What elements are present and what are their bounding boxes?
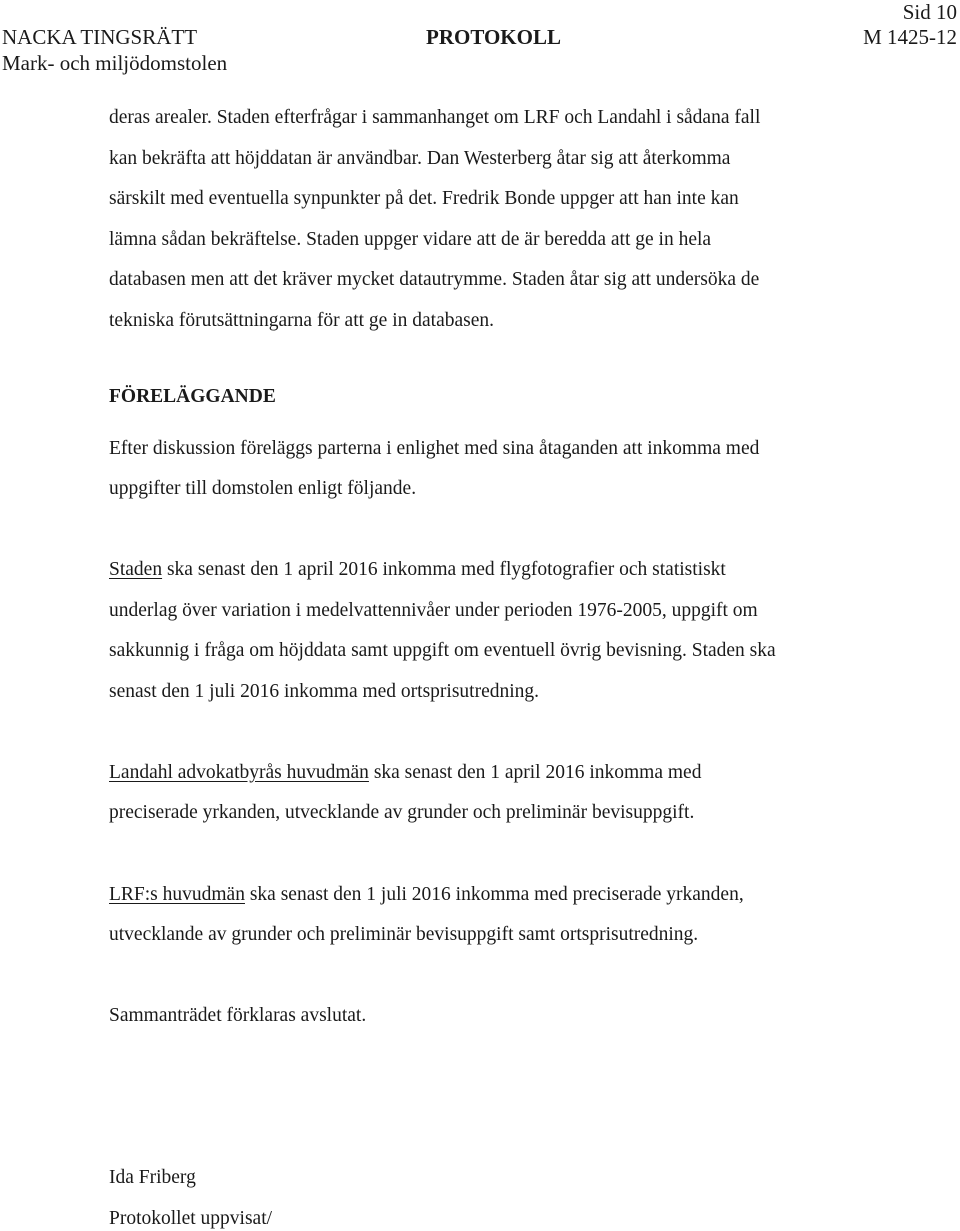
signature-name: Ida Friberg [109, 1167, 196, 1188]
order-landahl-line: preciserade yrkanden, utvecklande av grunder och preliminär bevisuppgift. [109, 802, 695, 823]
court-division: Mark- och miljödomstolen [2, 51, 228, 75]
intro-line: deras arealer. Staden efterfrågar i sammanhanget om LRF och Landahl i sådana fall [109, 107, 761, 128]
closing-statement: Sammanträdet förklaras avslutat. [109, 1005, 367, 1026]
order-text: ska senast den 1 april 2016 inkomma med [368, 762, 702, 783]
section-intro-line: Efter diskussion föreläggs parterna i enlighet med sina åtaganden att inkomma med [109, 438, 760, 459]
order-staden-line: sakkunnig i fråga om höjddata samt uppgift om eventuell övrig bevisning. Staden ska [109, 640, 776, 661]
case-number: M 1425-12 [863, 25, 957, 49]
intro-line: särskilt med eventuella synpunkter på det. Fredrik Bonde uppger att han inte kan [109, 188, 739, 209]
party-name-staden: Staden [109, 559, 163, 580]
intro-line: kan bekräfta att höjddatan är användbar. Dan Westerberg åtar sig att återkomma [109, 148, 731, 169]
page-number: Sid 10 [902, 0, 957, 24]
order-lrf-line: utvecklande av grunder och preliminär bevisuppgift samt ortsprisutredning. [109, 924, 699, 945]
court-name: NACKA TINGSRÄTT [2, 25, 198, 49]
intro-line: tekniska förutsättningarna för att ge in databasen. [109, 310, 494, 331]
section-heading: FÖRELÄGGANDE [109, 386, 276, 407]
order-staden-line: senast den 1 juli 2016 inkomma med ortsprisutredning. [109, 681, 540, 702]
order-text: ska senast den 1 juli 2016 inkomma med preciserade yrkanden, [244, 884, 744, 905]
section-intro-line: uppgifter till domstolen enligt följande. [109, 478, 417, 499]
order-lrf-first-line [109, 883, 744, 907]
party-name-landahl: Landahl advokatbyrås huvudmän [109, 762, 369, 783]
order-staden-first-line [109, 558, 726, 582]
party-name-lrf: LRF:s huvudmän [109, 884, 245, 905]
intro-line: databasen men att det kräver mycket datautrymme. Staden åtar sig att undersöka de [109, 269, 760, 290]
intro-line: lämna sådan bekräftelse. Staden uppger vidare att de är beredda att ge in hela [109, 229, 712, 250]
order-text: ska senast den 1 april 2016 inkomma med flygfotografier och statistiskt [162, 559, 726, 580]
document-type: PROTOKOLL [426, 25, 561, 49]
order-landahl-first-line [109, 761, 701, 785]
signature-note: Protokollet uppvisat/ [109, 1208, 273, 1229]
order-staden-line: underlag över variation i medelvattennivåer under perioden 1976-2005, uppgift om [109, 600, 758, 621]
